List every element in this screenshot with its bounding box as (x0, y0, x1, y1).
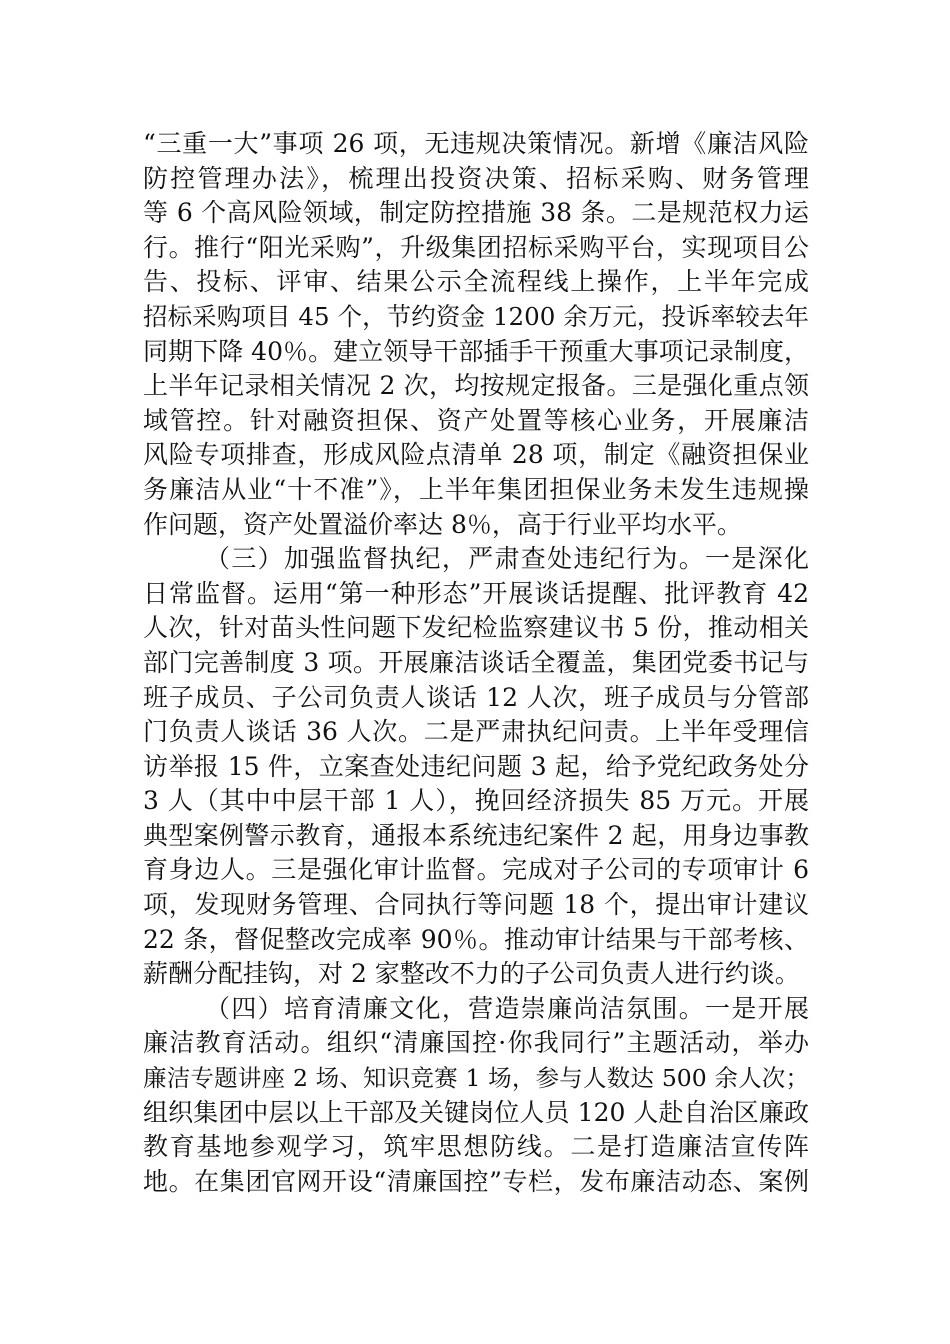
body-text (143, 127, 809, 1199)
text-line: 人次，针对苗头性问题下发纪检监察建议书 5 份，推动相关 (143, 613, 809, 643)
section-heading-line: （三）加强监督执纪，严肃查处违纪行为。一是深化 (205, 544, 809, 574)
text-line: 上半年记录相关情况 2 次，均按规定报备。三是强化重点领 (143, 371, 809, 401)
text-line: 告、投标、评审、结果公示全流程线上操作，上半年完成 (143, 267, 809, 297)
text-line: 防控管理办法》，梳理出投资决策、招标采购、财务管理 (143, 163, 809, 193)
text-line: 作问题，资产处置溢价率达 8％，高于行业平均水平。 (143, 509, 742, 539)
text-line: 教育基地参观学习，筑牢思想防线。二是打造廉洁宣传阵 (143, 1132, 809, 1162)
text-line: 廉洁教育活动。组织“清廉国控·你我同行”主题活动，举办 (143, 1028, 809, 1058)
text-line: 行。推行“阳光采购”，升级集团招标采购平台，实现项目公 (143, 232, 809, 262)
text-line: 育身边人。三是强化审计监督。完成对子公司的专项审计 6 (143, 855, 809, 885)
text-line: 22 条，督促整改完成率 90％。推动审计结果与干部考核、 (143, 924, 809, 954)
text-line: 组织集团中层以上干部及关键岗位人员 120 人赴自治区廉政 (143, 1097, 809, 1127)
text-line: 同期下降 40％。建立领导干部插手干预重大事项记录制度， (143, 336, 809, 366)
text-line: 项，发现财务管理、合同执行等问题 18 个，提出审计建议 (143, 890, 809, 920)
text-line: 典型案例警示教育，通报本系统违纪案件 2 起，用身边事教 (143, 820, 809, 850)
text-line: 访举报 15 件，立案查处违纪问题 3 起，给予党纪政务处分 (143, 751, 809, 781)
text-line: 等 6 个高风险领域，制定防控措施 38 条。二是规范权力运 (143, 198, 809, 228)
text-line: “三重一大”事项 26 项，无违规决策情况。新增《廉洁风险 (143, 129, 809, 158)
text-line: 门负责人谈话 36 人次。二是严肃执纪问责。上半年受理信 (143, 717, 809, 747)
text-line: 地。在集团官网开设“清廉国控”专栏，发布廉洁动态、案例 (143, 1166, 809, 1196)
text-line: 务廉洁从业“十不准”》，上半年集团担保业务未发生违规操 (143, 474, 809, 504)
text-line: 班子成员、子公司负责人谈话 12 人次，班子成员与分管部 (143, 682, 809, 712)
text-line: 日常监督。运用“第一种形态”开展谈话提醒、批评教育 42 (143, 578, 809, 608)
text-line: 招标采购项目 45 个，节约资金 1200 余万元，投诉率较去年 (143, 301, 809, 331)
text-line: 廉洁专题讲座 2 场、知识竞赛 1 场，参与人数达 500 余人次； (143, 1064, 809, 1093)
text-line: 域管控。针对融资担保、资产处置等核心业务，开展廉洁 (143, 405, 809, 435)
text-line: 3 人（其中中层干部 1 人），挽回经济损失 85 万元。开展 (143, 786, 809, 816)
text-line: 风险专项排查，形成风险点清单 28 项，制定《融资担保业 (143, 440, 809, 470)
section-heading-line: （四）培育清廉文化，营造崇廉尚洁氛围。一是开展 (205, 993, 809, 1023)
text-line: 部门完善制度 3 项。开展廉洁谈话全覆盖，集团党委书记与 (143, 647, 809, 677)
text-line: 薪酬分配挂钩，对 2 家整改不力的子公司负责人进行约谈。 (143, 959, 800, 989)
